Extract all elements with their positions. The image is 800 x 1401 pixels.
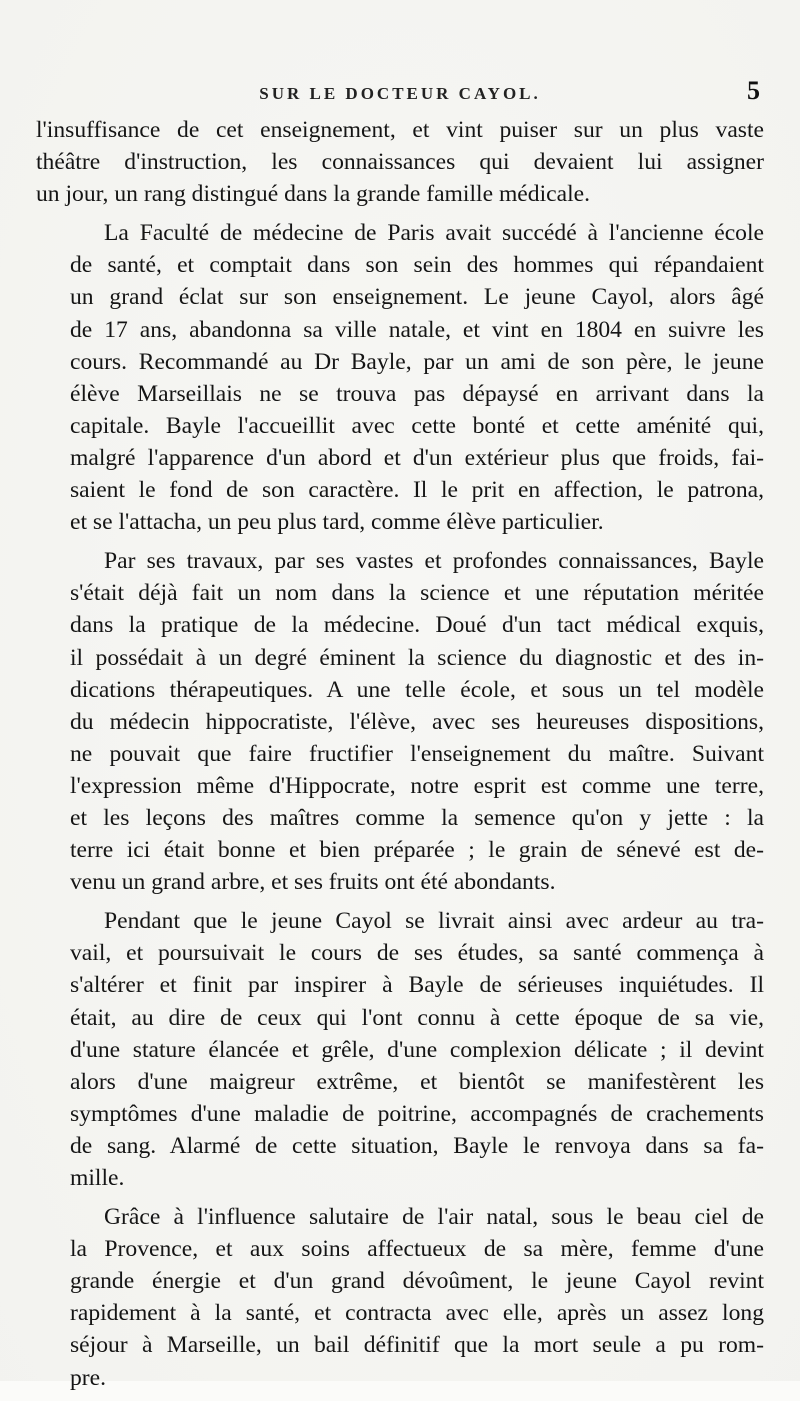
running-title: SUR LE DOCTEUR CAYOL. — [259, 84, 541, 103]
text-line: élève Marseillais ne se trouva pas dépaysé en arrivant dans la — [70, 380, 764, 407]
text-line: dans la pratique de la médecine. Doué d'un tact médical exquis, — [70, 612, 764, 639]
paragraph — [36, 114, 764, 210]
text-line: s'était déjà fait un nom dans la science et une réputation méritée — [70, 580, 764, 607]
running-header — [0, 76, 800, 108]
paragraph — [36, 545, 764, 898]
text-line: Pendant que le jeune Cayol se livrait ainsi avec ardeur au tra- — [104, 908, 764, 935]
text-line: il possédait à un degré éminent la science du diagnostic et des in- — [70, 644, 764, 671]
text-line: venu un grand arbre, et ses fruits ont été abondants. — [70, 869, 556, 896]
text-line: cours. Recommandé au Dr Bayle, par un ami de son père, le jeune — [70, 348, 764, 375]
paragraph — [36, 217, 764, 538]
text-line: l'expression même d'Hippocrate, notre esprit est comme une terre, — [70, 772, 764, 799]
page-number: 5 — [747, 76, 760, 105]
text-line: un jour, un rang distingué dans la grande famille médicale. — [36, 181, 590, 208]
text-line: Par ses travaux, par ses vastes et profondes connaissances, Bayle — [104, 548, 764, 575]
text-line: malgré l'apparence d'un abord et d'un extérieur plus que froids, fai- — [70, 444, 764, 471]
text-line: de 17 ans, abandonna sa ville natale, et vint en 1804 en suivre les — [70, 316, 764, 343]
text-line: symptômes d'une maladie de poitrine, accompagnés de crachements — [70, 1100, 764, 1127]
text-line: capitale. Bayle l'accueillit avec cette bonté et cette aménité qui, — [70, 412, 764, 439]
text-line: ne pouvait que faire fructifier l'enseignement du maître. Suivant — [70, 740, 764, 767]
text-line: pre. — [70, 1364, 107, 1391]
text-line: et les leçons des maîtres comme la semence qu'on y jette : la — [70, 804, 764, 831]
text-line: vail, et poursuivait le cours de ses études, sa santé commença à — [70, 940, 764, 967]
text-line: théâtre d'instruction, les connaissances qui devaient lui assigner — [36, 149, 764, 176]
text-line: d'une stature élancée et grêle, d'une complexion délicate ; il devint — [70, 1036, 764, 1063]
text-line: l'insuffisance de cet enseignement, et vint puiser sur un plus vaste — [36, 117, 764, 143]
body-text — [36, 114, 764, 1401]
text-line: rapidement à la santé, et contracta avec elle, après un assez long — [70, 1300, 764, 1327]
text-line: grande énergie et d'un grand dévoûment, le jeune Cayol revint — [70, 1268, 764, 1295]
text-line: mille. — [70, 1165, 125, 1191]
text-line: s'altérer et finit par inspirer à Bayle de sérieuses inquiétudes. Il — [70, 972, 764, 999]
text-line: un grand éclat sur son enseignement. Le jeune Cayol, alors âgé — [70, 284, 764, 311]
text-line: Grâce à l'influence salutaire de l'air natal, sous le beau ciel de — [104, 1204, 764, 1231]
text-line: de santé, et comptait dans son sein des hommes qui répandaient — [70, 252, 764, 279]
text-line: La Faculté de médecine de Paris avait succédé à l'ancienne école — [104, 220, 764, 247]
paragraph — [36, 905, 764, 1194]
text-line: de sang. Alarmé de cette situation, Bayle le renvoya dans sa fa- — [70, 1132, 764, 1159]
text-line: était, au dire de ceux qui l'ont connu à cette époque de sa vie, — [70, 1004, 764, 1031]
paragraph — [36, 1201, 764, 1394]
text-line: saient le fond de son caractère. Il le prit en affection, le patrona, — [70, 477, 764, 504]
text-line: du médecin hippocratiste, l'élève, avec ses heureuses dispositions, — [70, 708, 764, 735]
text-line: terre ici était bonne et bien préparée ; le grain de sénevé est de- — [70, 837, 764, 864]
text-line: et se l'attacha, un peu plus tard, comme élève particulier. — [70, 509, 604, 536]
text-line: séjour à Marseille, un bail définitif que la mort seule a pu rom- — [70, 1332, 764, 1359]
text-line: alors d'une maigreur extrême, et bientôt se manifestèrent les — [70, 1068, 764, 1095]
text-line: dications thérapeutiques. A une telle école, et sous un tel modèle — [70, 676, 764, 703]
text-line: la Provence, et aux soins affectueux de sa mère, femme d'une — [70, 1236, 764, 1263]
